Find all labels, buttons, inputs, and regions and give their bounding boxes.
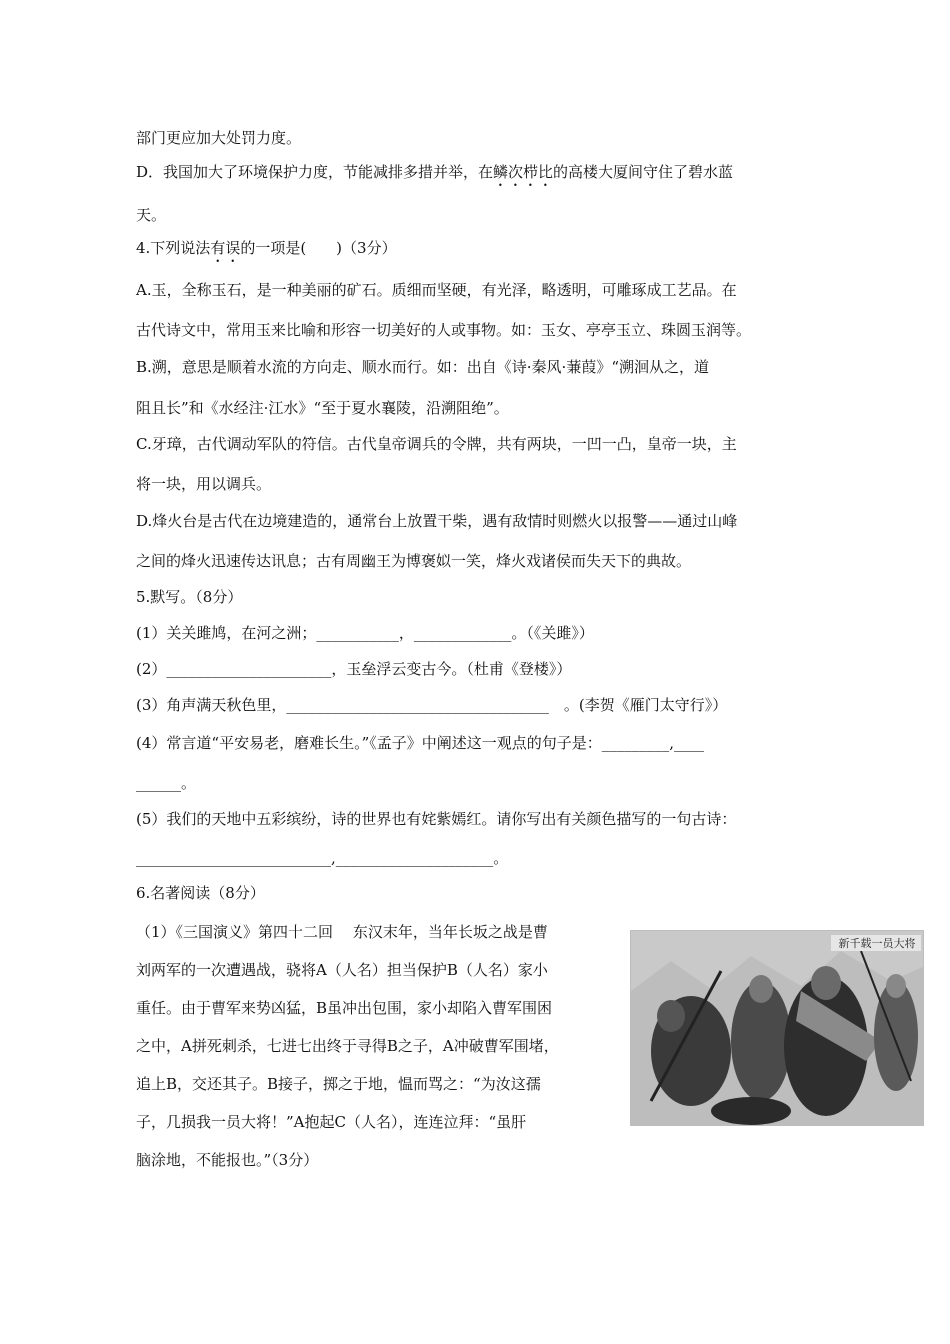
q4-option-c-2: 将一块，用以调兵。 — [136, 475, 272, 493]
q6-para-line7: 脑涂地，不能报也。”（3分） — [136, 1151, 319, 1169]
q4-option-c-1: C.牙璋，古代调动军队的符信。古代皇帝调兵的令牌，共有两块，一凹一凸，皇帝一块，主 — [136, 435, 737, 453]
q6-para-line3: 重任。由于曹军来势凶猛，B虽冲出包围，家小却陷入曹军围困 — [136, 999, 553, 1017]
q4-option-b-1: B.溯，意思是顺着水流的方向走、顺水而行。如：出自《诗·秦风·蒹葭》“溯洄从之，道 — [136, 358, 709, 376]
q4-stem-emphasis: 有误 — [210, 239, 241, 257]
q4-option-a-2: 古代诗文中，常用玉来比喻和形容一切美好的人或事物。如：玉女、亭亭玉立、珠圆玉润等。 — [136, 321, 752, 339]
q5-item-5a: (5）我们的天地中五彩缤纷，诗的世界也有姹紫嫣红。请你写出有关颜色描写的一句古诗： — [136, 810, 737, 828]
q6-para-line6: 子，几损我一员大将！”A抱起C（人名），连连泣拜：“虽肝 — [136, 1113, 527, 1131]
q3-option-d-emphasis: 鳞次栉比 — [493, 163, 554, 181]
q6-para-line1: （1）《三国演义》第四十二回 东汉末年，当年长坂之战是曹 — [136, 923, 548, 941]
q4-option-b-2: 阻且长”和《水经注·江水》“至于夏水襄陵，沿溯阻绝”。 — [136, 399, 509, 417]
illustration-caption: 新千载一员大将 — [838, 937, 916, 950]
q5-item-1: (1）关关雎鸠，在河之洲；___________，_____________。（《关雎》） — [136, 624, 594, 642]
q5-title: 5.默写。（8分） — [136, 588, 243, 606]
q3-option-d — [136, 162, 733, 190]
q3-option-d-cont: 天。 — [136, 206, 167, 224]
q4-option-d-2: 之间的烽火迅速传达讯息；古有周幽王为博褒姒一笑，烽火戏诸侯而失天下的典故。 — [136, 552, 692, 570]
q4-stem-b: 的一项是( )（3分） — [240, 239, 397, 257]
q6-para-line5: 追上B，交还其子。B接子，掷之于地，愠而骂之：“为汝这孺 — [136, 1075, 541, 1093]
q4-stem-a: 4.下列说法 — [136, 239, 211, 257]
q6-title: 6.名著阅读（8分） — [136, 884, 265, 902]
q4-option-d-1: D.烽火台是古代在边境建造的，通常台上放置干柴，遇有敌情时则燃火以报警——通过山峰 — [136, 512, 738, 530]
q5-item-4a: (4）常言道“平安易老，磨难长生。”《孟子》中阐述这一观点的句子是：_________,____ — [136, 734, 705, 752]
illustration-zhao-yun — [630, 930, 924, 1126]
q4-option-a-1: A.玉，全称玉石，是一种美丽的矿石。质细而坚硬，有光泽，略透明，可雕琢成工艺品。在 — [136, 281, 737, 299]
q5-item-4b: ______。 — [136, 774, 197, 792]
illustration-image — [631, 931, 924, 1126]
q5-item-3: (3）角声满天秋色里，___________________________________ 。(李贺《雁门太守行》） — [136, 696, 728, 714]
q3-line1: 部门更应加大处罚力度。 — [136, 129, 302, 147]
q6-para-line4: 之中，A拼死刺杀，七进七出终于寻得B之子，A冲破曹军围堵， — [136, 1037, 559, 1055]
q5-item-2: (2）______________________，玉垒浮云变古今。（杜甫《登楼》） — [136, 660, 572, 678]
q5-item-5b: __________________________,_____________________。 — [136, 849, 509, 867]
q3-option-d-text-a: D．我国加大了环境保护力度，节能减排多措并举，在 — [136, 163, 494, 181]
q3-option-d-text-b: 的高楼大厦间守住了碧水蓝 — [553, 163, 734, 181]
q4-stem — [136, 238, 397, 266]
q6-para-line2: 刘两军的一次遭遇战，骁将A（人名）担当保护B（人名）家小 — [136, 961, 548, 979]
